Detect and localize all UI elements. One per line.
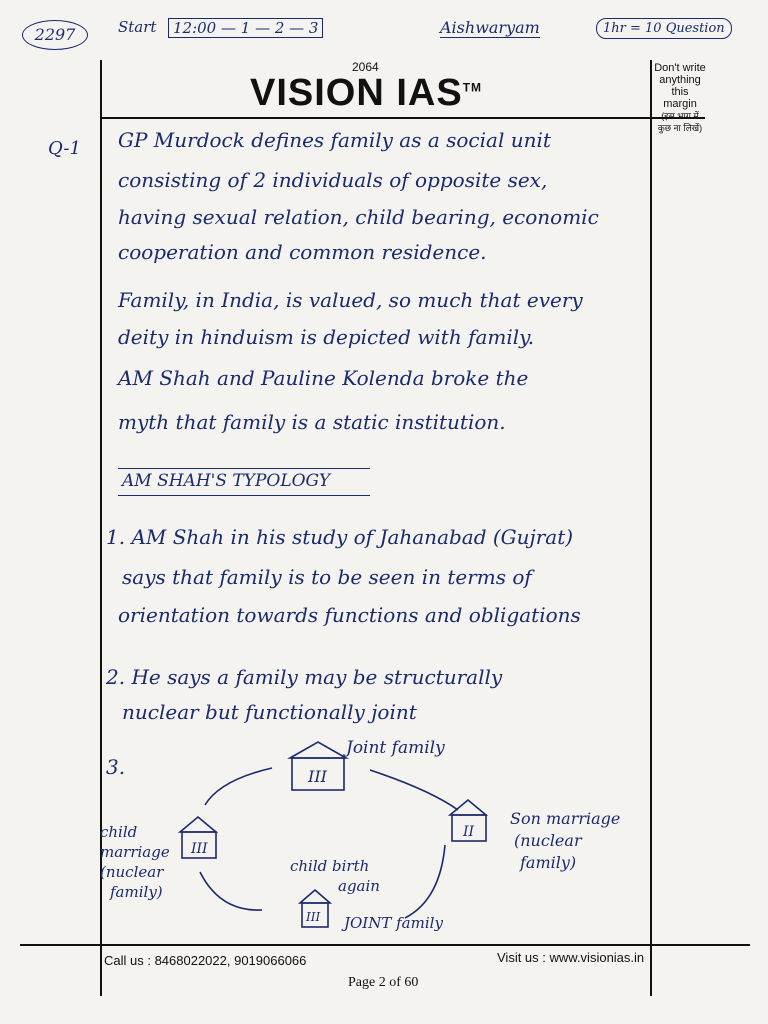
diagram-label-joint-again: JOINT family: [344, 914, 443, 932]
footer-contact: Call us : 8468022022, 9019066066: [104, 953, 307, 968]
cycle-arrow: [205, 768, 272, 805]
diagram-label-line: child: [100, 823, 138, 841]
house-label: II: [463, 824, 475, 840]
brand-name: VISION IAS: [250, 72, 463, 114]
pace-note: 1hr = 10 Question: [596, 18, 732, 39]
diagram-label-line: child birth: [290, 857, 370, 875]
answer-line: consisting of 2 individuals of opposite sex,: [118, 168, 548, 192]
point-number: 3.: [106, 755, 126, 779]
brand-code: 2064: [352, 60, 379, 74]
footer-website: Visit us : www.visionias.in: [497, 950, 645, 965]
diagram-label-line: family): [520, 853, 577, 872]
diagram-label-line: (nuclear: [514, 831, 582, 850]
diagram-label-child-birth: [290, 856, 380, 896]
house-label: III: [308, 767, 327, 786]
margin-warning-line: (इस भाग में: [661, 111, 699, 121]
trademark: TM: [462, 80, 483, 95]
house-label: III: [191, 841, 208, 857]
margin-warning-line: anything this: [659, 74, 701, 98]
answer-line: nuclear but functionally joint: [122, 700, 417, 724]
answer-line: 2. He says a family may be structurally: [106, 665, 503, 689]
answer-line: 1. AM Shah in his study of Jahanabad (Gujrat): [106, 525, 574, 549]
answer-line: says that family is to be seen in terms of: [122, 565, 532, 589]
cycle-arrow: [200, 872, 262, 910]
time-markers: 12:00 — 1 — 2 — 3: [168, 18, 323, 38]
diagram-label-son-marriage: [510, 808, 650, 874]
question-label: Q-1: [48, 138, 81, 159]
answer-line: cooperation and common residence.: [118, 240, 487, 264]
diagram-label-joint-family: Joint family: [346, 738, 445, 758]
answer-line: having sexual relation, child bearing, economic: [118, 205, 599, 229]
diagram-label-line: Son marriage: [510, 809, 621, 828]
typology-heading: AM SHAH'S TYPOLOGY: [118, 468, 370, 496]
start-label: Start: [118, 18, 157, 36]
cycle-arrow: [405, 845, 445, 918]
serial-number: 2297: [34, 25, 76, 44]
answer-line: orientation towards functions and obligations: [118, 603, 581, 627]
answer-line: AM Shah and Pauline Kolenda broke the: [118, 366, 529, 390]
margin-warning-line: margin: [663, 98, 697, 110]
diagram-label-line: family): [110, 883, 163, 901]
cycle-arrow: [370, 770, 458, 810]
answer-line: GP Murdock defines family as a social unit: [118, 128, 551, 152]
page-number: Page 2 of 60: [348, 975, 419, 990]
answer-line: myth that family is a static institution.: [118, 410, 506, 434]
student-name: Aishwaryam: [440, 18, 540, 37]
margin-warning-line: कुछ ना लिखें): [657, 123, 703, 133]
house-label: III: [306, 910, 321, 924]
answer-line: deity in hinduism is depicted with family.: [118, 325, 535, 349]
diagram-label-child-marriage: [100, 822, 180, 902]
margin-warning-line: Don't write: [654, 62, 706, 74]
diagram-label-line: again: [338, 877, 380, 895]
answer-line: Family, in India, is valued, so much that every: [118, 288, 583, 312]
diagram-label-line: (nuclear: [100, 863, 164, 881]
diagram-label-line: marriage: [100, 843, 170, 861]
